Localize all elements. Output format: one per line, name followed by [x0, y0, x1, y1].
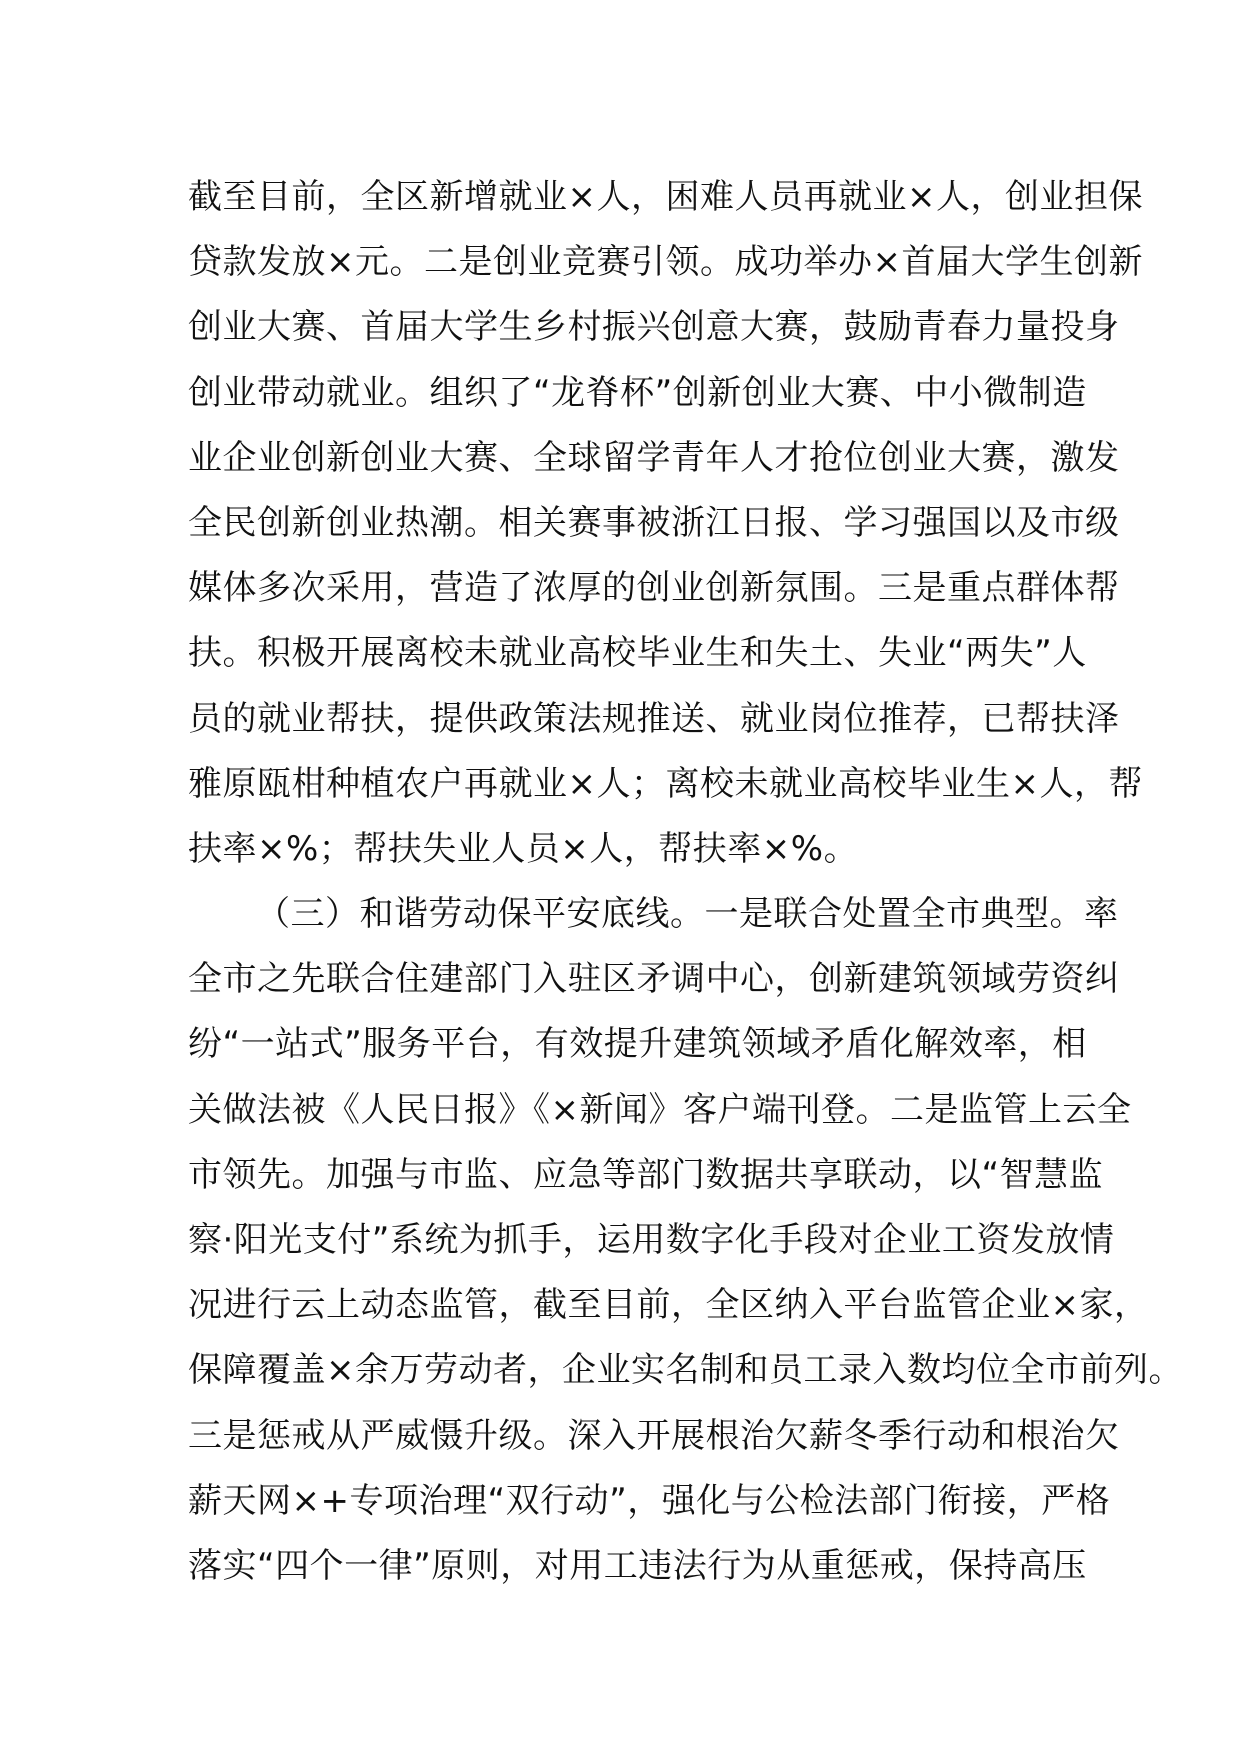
text-line: 全市之先联合住建部门入驻区矛调中心，创新建筑领域劳资纠 [188, 959, 1120, 1000]
text-line: 纷“一站式”服务平台，有效提升建筑领域矛盾化解效率，相 [188, 1024, 1087, 1065]
text-line: 扶率×%；帮扶失业人员×人，帮扶率×%。 [188, 828, 859, 869]
text-line: 贷款发放×元。二是创业竞赛引领。成功举办×首届大学生创新 [188, 242, 1143, 283]
text-line: 察·阳光支付”系统为抓手，运用数字化手段对企业工资发放情 [188, 1220, 1115, 1260]
text-line: 市领先。加强与市监、应急等部门数据共享联动，以“智慧监 [188, 1154, 1104, 1195]
text-line: （三）和谐劳动保平安底线。一是联合处置全市典型。率 [256, 894, 1119, 935]
text-line: 业企业创新创业大赛、全球留学青年人才抢位创业大赛，激发 [188, 437, 1120, 478]
text-line: 员的就业帮扶，提供政策法规推送、就业岗位推荐，已帮扶泽 [188, 698, 1120, 739]
text-line: 薪天网×+专项治理“双行动”，强化与公检法部门衔接，严格 [188, 1480, 1111, 1521]
text-line: 况进行云上动态监管，截至目前，全区纳入平台监管企业×家， [188, 1285, 1149, 1326]
text-line: 关做法被《人民日报》《×新闻》客户端刊登。二是监管上云全 [188, 1089, 1132, 1130]
text-line: 截至目前，全区新增就业×人，困难人员再就业×人，创业担保 [188, 177, 1143, 217]
text-line: 创业带动就业。组织了“龙脊杯”创新创业大赛、中小微制造 [188, 372, 1087, 413]
text-line: 创业大赛、首届大学生乡村振兴创意大赛，鼓励青春力量投身 [188, 307, 1120, 348]
text-line: 落实“四个一律”原则，对用工违法行为从重惩戒，保持高压 [188, 1545, 1087, 1586]
text-line: 雅原瓯柑种植农户再就业×人；离校未就业高校毕业生×人，帮 [188, 763, 1143, 804]
body-text [188, 165, 1183, 1599]
text-line: 扶。积极开展离校未就业高校毕业生和失土、失业“两失”人 [188, 633, 1087, 674]
text-line: 保障覆盖×余万劳动者，企业实名制和员工录入数均位全市前列。 [188, 1350, 1183, 1391]
text-line: 全民创新创业热潮。相关赛事被浙江日报、学习强国以及市级 [188, 502, 1120, 543]
paragraph-employment [188, 165, 1143, 882]
paragraph-harmonious-labor [188, 882, 1183, 1599]
text-line: 三是惩戒从严威慑升级。深入开展根治欠薪冬季行动和根治欠 [188, 1415, 1120, 1456]
text-line: 媒体多次采用，营造了浓厚的创业创新氛围。三是重点群体帮 [188, 568, 1120, 609]
